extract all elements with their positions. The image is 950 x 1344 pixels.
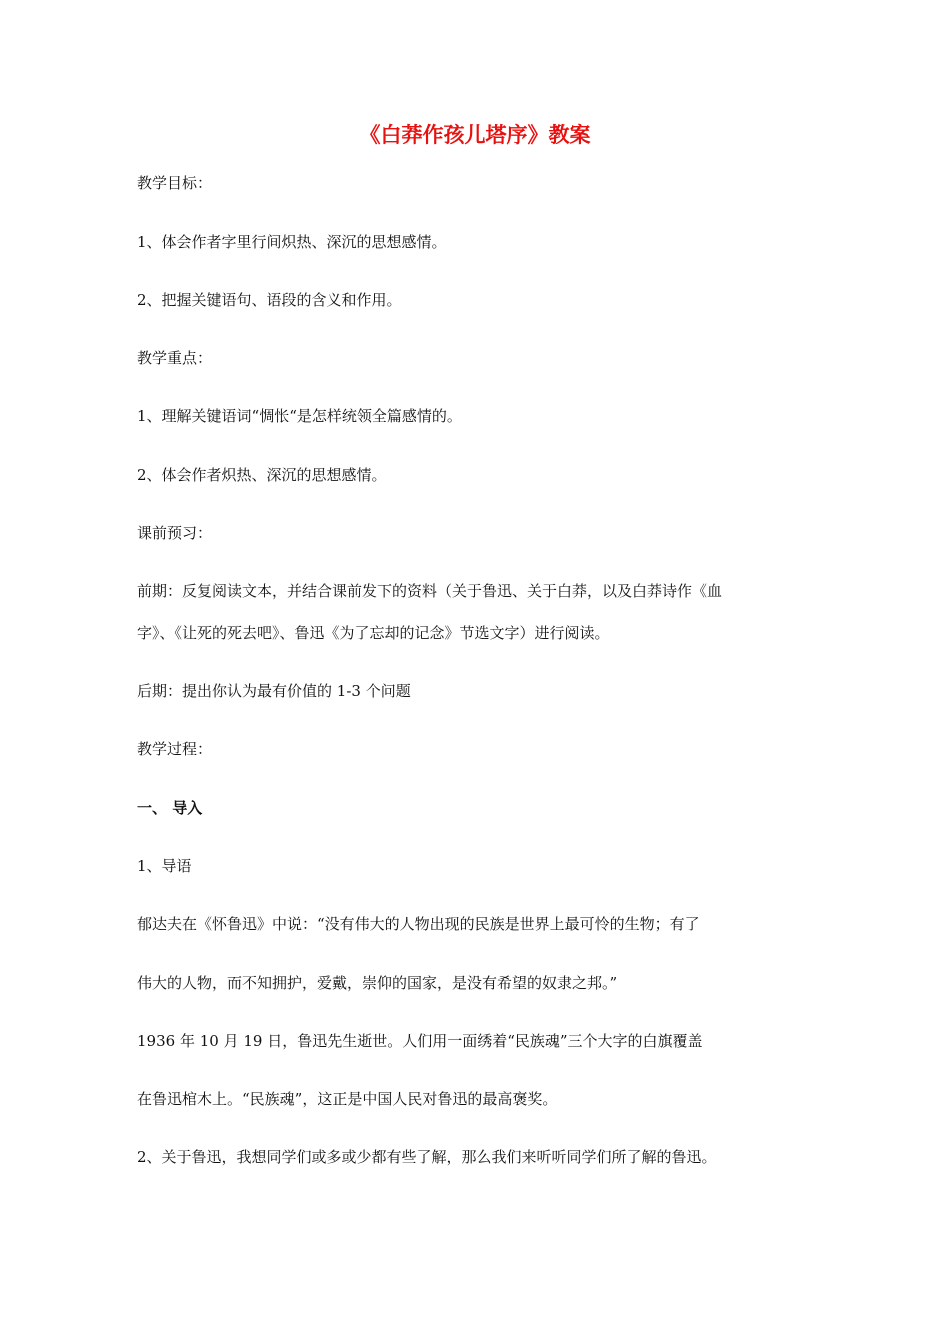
heading-teaching-focus: 教学重点： <box>137 349 213 367</box>
preview-early-line-2: 字》、《让死的死去吧》、鲁迅《为了忘却的记念》节选文字）进行阅读。 <box>137 624 610 642</box>
section-heading-intro: 一、 导入 <box>137 799 203 817</box>
focus-item-2: 2、体会作者炽热、深沉的思想感情。 <box>137 466 387 484</box>
heading-preview: 课前预习： <box>137 524 213 542</box>
document-title: 《白莽作孩儿塔序》教案 <box>359 123 591 147</box>
preview-late: 后期：提出你认为最有价值的 1-3 个问题 <box>137 682 411 700</box>
paragraph-line-1: 1936 年 10 月 19 日，鲁迅先生逝世。人们用一面绣着“民族魂”三个大字的白旗覆盖 <box>137 1032 703 1050</box>
goal-item-2: 2、把握关键语句、语段的含义和作用。 <box>137 291 402 309</box>
heading-teaching-process: 教学过程： <box>137 740 213 758</box>
preview-early-line-1: 前期：反复阅读文本，并结合课前发下的资料（关于鲁迅、关于白莽，以及白莽诗作《血 <box>137 582 723 600</box>
heading-teaching-goals: 教学目标： <box>137 174 213 192</box>
focus-item-1: 1、理解关键语词“惆怅“是怎样统领全篇感情的。 <box>137 407 462 425</box>
paragraph-line-2: 在鲁迅棺木上。“民族魂”，这正是中国人民对鲁迅的最高褒奖。 <box>137 1090 558 1108</box>
intro-item-1: 1、导语 <box>137 857 192 875</box>
goal-item-1: 1、体会作者字里行间炽热、深沉的思想感情。 <box>137 233 447 251</box>
quote-line-1: 郁达夫在《怀鲁迅》中说：“没有伟大的人物出现的民族是世界上最可怜的生物；有了 <box>137 915 700 933</box>
quote-line-2: 伟大的人物，而不知拥护，爱戴，崇仰的国家，是没有希望的奴隶之邦。” <box>137 974 618 992</box>
intro-item-2: 2、关于鲁迅，我想同学们或多或少都有些了解，那么我们来听听同学们所了解的鲁迅。 <box>137 1148 717 1166</box>
